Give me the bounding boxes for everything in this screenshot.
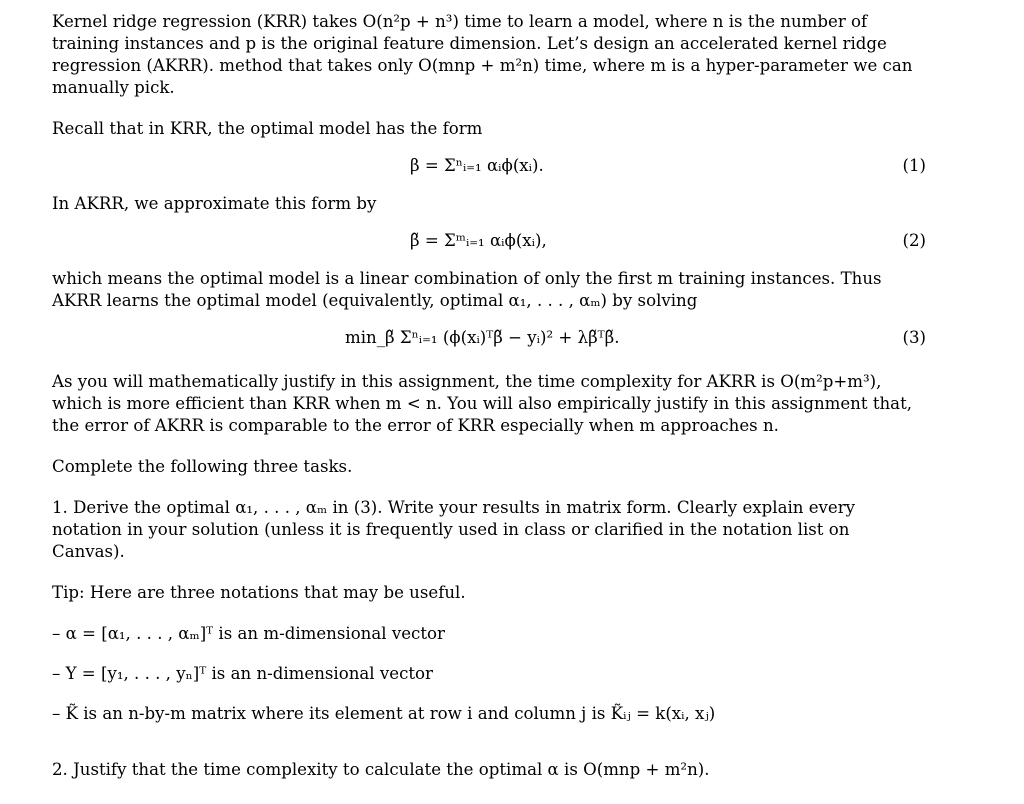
equation-3-text: min_β̃ Σⁿᵢ₌₁ (ϕ(xᵢ)ᵀβ̃ − yᵢ)² + λβ̃ᵀβ̃. xyxy=(345,328,620,347)
akrr-text: In AKRR, we approximate this form by xyxy=(52,194,377,213)
task-1 xyxy=(52,497,926,563)
linear-combination-text: which means the optimal model is a linear combination of only the first m training instances. Thus AKRR learns the optimal model (equivalently, optimal α₁, . . . , αₘ) by solving xyxy=(52,269,882,310)
equation-1-text: β = Σⁿᵢ₌₁ αᵢϕ(xᵢ). xyxy=(410,156,544,175)
notation-k xyxy=(52,703,926,725)
equation-2 xyxy=(52,224,926,268)
assignment-document xyxy=(52,11,926,781)
paragraph-tip xyxy=(52,582,926,604)
task-2-text: 2. Justify that the time complexity to calculate the optimal α is O(mnp + m²n). xyxy=(52,760,710,779)
notation-k-text: – K̃ is an n-by-m matrix where its element at row i and column j is K̃ᵢⱼ = k(xᵢ, xⱼ) xyxy=(52,704,716,723)
notation-y xyxy=(52,663,926,685)
paragraph-recall xyxy=(52,118,926,140)
complexity-text: As you will mathematically justify in this assignment, the time complexity for AKRR is O(m²p+m³), which is more efficient than KRR when m < n. You will also empirically justify in this assignment that, the error of AKRR is comparable to the error of KRR especially when m approaches n. xyxy=(52,372,913,435)
equation-1-body xyxy=(410,155,544,177)
equation-1 xyxy=(52,149,926,193)
paragraph-akrr xyxy=(52,193,926,215)
equation-3-number: (3) xyxy=(902,328,926,347)
tip-text: Tip: Here are three notations that may be useful. xyxy=(52,583,466,602)
intro-text: Kernel ridge regression (KRR) takes O(n²p + n³) time to learn a model, where n is the number of training instances and p is the original feature dimension. Let’s design an accelerated kernel ridge regression (AKRR). method that takes only O(mnp + m²n) time, where m is a hyper-parameter we can manually pick. xyxy=(52,12,913,97)
recall-text: Recall that in KRR, the optimal model has the form xyxy=(52,119,483,138)
notation-alpha xyxy=(52,623,926,645)
paragraph-intro xyxy=(52,11,926,99)
complete-text: Complete the following three tasks. xyxy=(52,457,353,476)
paragraph-complexity xyxy=(52,371,926,437)
equation-2-body xyxy=(410,230,547,252)
equation-2-number: (2) xyxy=(902,231,926,250)
equation-2-text: β̃ = Σᵐᵢ₌₁ αᵢϕ(xᵢ), xyxy=(410,231,547,250)
equation-3-body xyxy=(345,327,620,349)
paragraph-linear-combination xyxy=(52,268,926,312)
equation-3 xyxy=(52,321,926,371)
notation-alpha-text: – α = [α₁, . . . , αₘ]ᵀ is an m-dimensional vector xyxy=(52,624,445,643)
paragraph-complete xyxy=(52,456,926,478)
task-1-text: 1. Derive the optimal α₁, . . . , αₘ in (3). Write your results in matrix form. Clearly explain every notation in your solution (unless it is frequently used in class or clarified in the notation list on Canvas). xyxy=(52,498,856,561)
equation-1-number: (1) xyxy=(902,156,926,175)
notation-y-text: – Y = [y₁, . . . , yₙ]ᵀ is an n-dimensional vector xyxy=(52,664,433,683)
task-2 xyxy=(52,759,926,781)
